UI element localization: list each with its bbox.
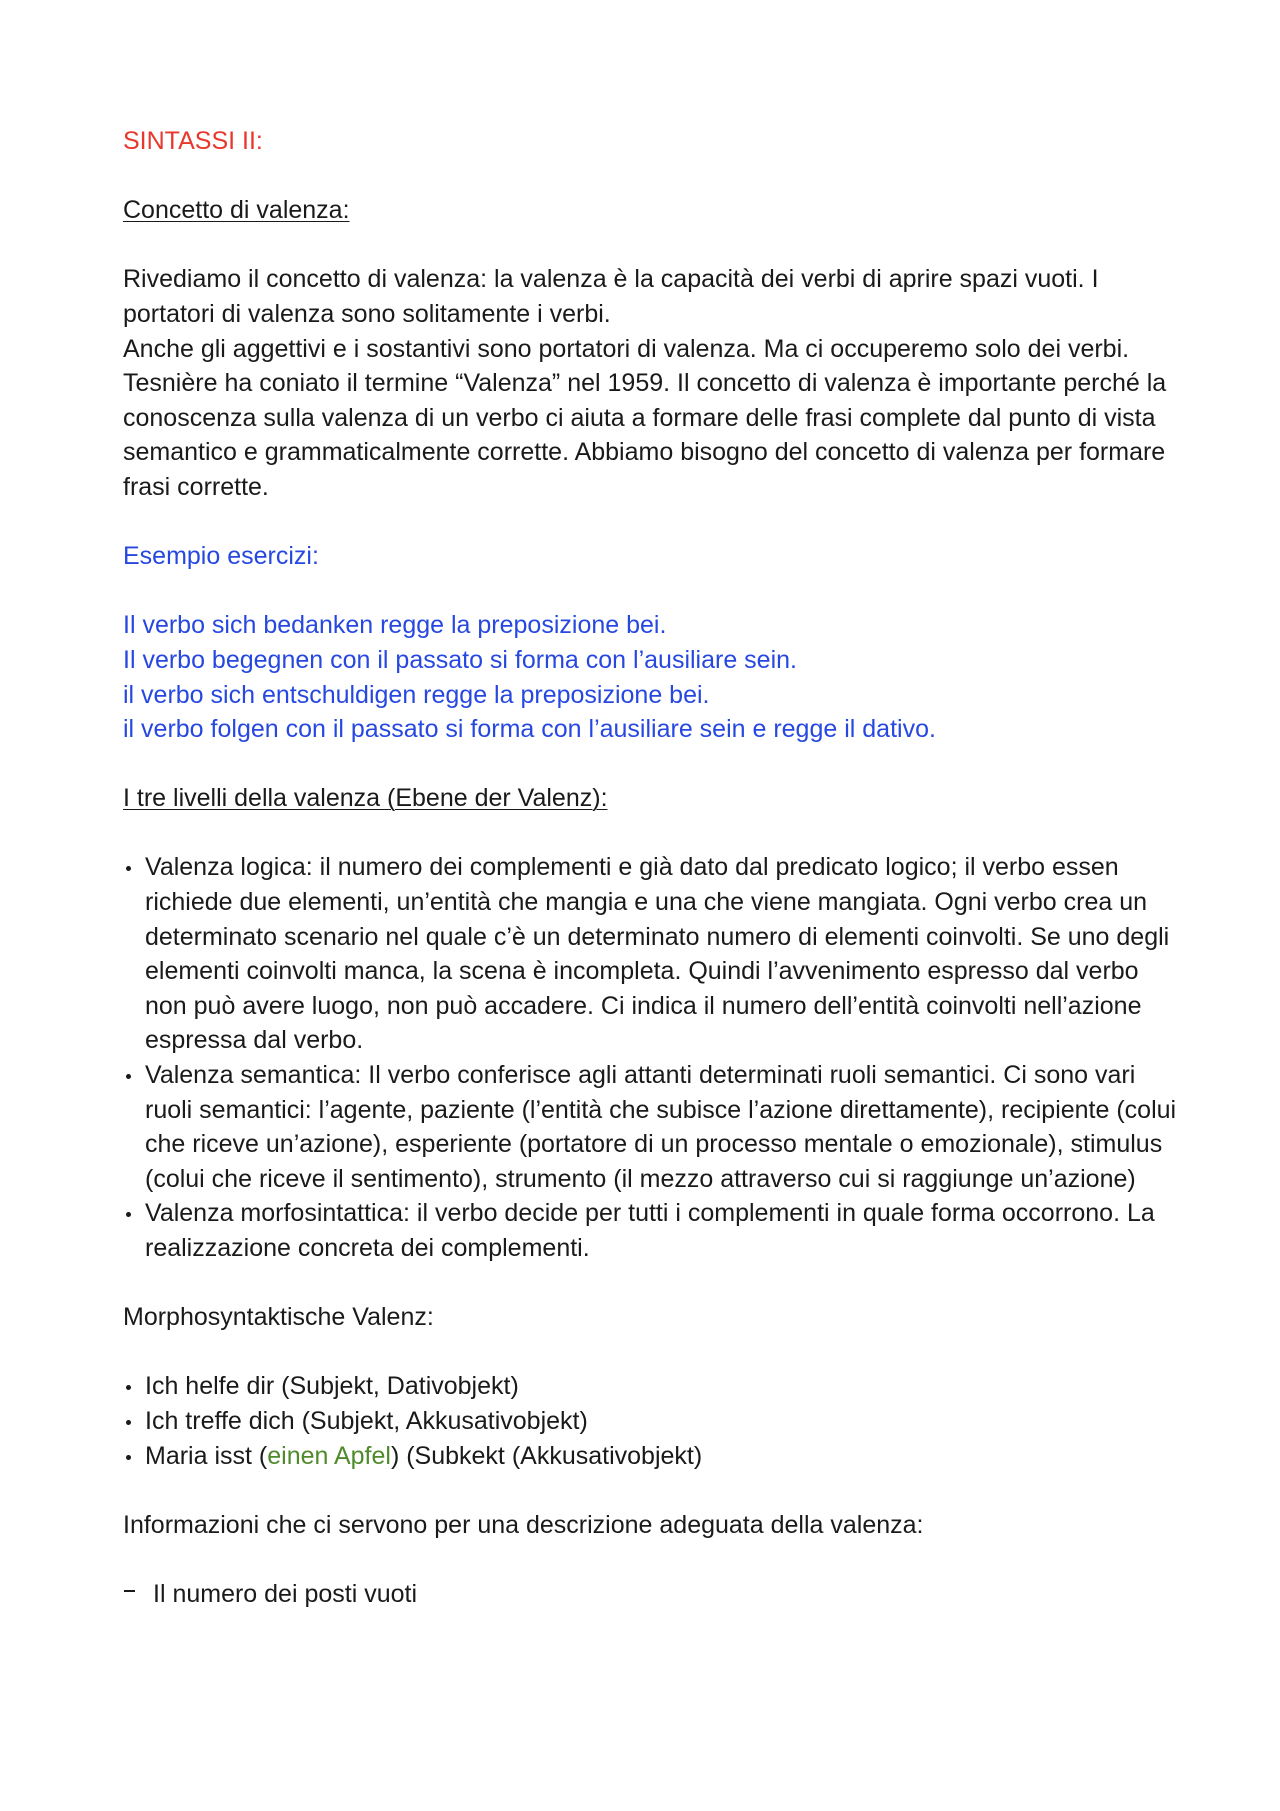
example-line: il verbo sich entschuldigen regge la preposizione bei. (123, 680, 710, 709)
list-item (123, 1404, 1183, 1439)
list-item-text-post: ) (Subkekt (Akkusativobjekt) (390, 1441, 703, 1470)
spacer (123, 1542, 1183, 1577)
spacer (123, 1266, 1183, 1301)
list-item (123, 1058, 1183, 1196)
highlighted-object: einen Apfel (267, 1441, 391, 1470)
section-heading-morpho: Morphosyntaktische Valenz: (123, 1303, 434, 1332)
examples-heading: Esempio esercizi: (123, 542, 319, 571)
section-heading-info: Informazioni che ci servono per una descrizione adeguata della valenza: (123, 1510, 924, 1539)
paragraph: Tesnière ha coniato il termine “Valenza” nel 1959. Il concetto di valenza è importante perché la conoscenza sulla valenza di un verbo ci aiuta a formare delle frasi complete dal punto di vista semantico e grammaticalmente corrette. Abbiamo bisogno del concetto di valenza per formare frasi corrette. (123, 369, 1167, 501)
section-heading-valenza: Concetto di valenza: (123, 196, 350, 225)
spacer (123, 747, 1183, 782)
list-item (123, 1439, 1183, 1474)
spacer (123, 1473, 1183, 1508)
example-line: il verbo folgen con il passato si forma con l’ausiliare sein e regge il dativo. (123, 715, 936, 744)
example-line: Il verbo sich bedanken regge la preposizione bei. (123, 611, 667, 640)
document-page (123, 124, 1183, 1612)
list-item-text: Valenza semantica: Il verbo conferisce agli attanti determinati ruoli semantici. Ci sono vari ruoli semantici: l’agente, paziente (l’entità che subisce l’azione direttamente), recipiente (colui che riceve un’azione), esperiente (portatore di un processo mentale o emozionale), stimulus (colui che riceve il sentimento), strumento (il mezzo attraverso cui si raggiunge un’azione) (145, 1061, 1177, 1193)
list-item-text: Il numero dei posti vuoti (153, 1579, 418, 1608)
document-title: SINTASSI II: (123, 127, 263, 155)
spacer (123, 1335, 1183, 1370)
list-item-text: Ich helfe dir (Subjekt, Dativobjekt) (145, 1372, 519, 1401)
spacer (123, 159, 1183, 194)
morpho-list (123, 1369, 1183, 1473)
list-item (123, 850, 1183, 1058)
section-heading-levels: I tre livelli della valenza (Ebene der Valenz): (123, 784, 608, 813)
paragraph: Rivediamo il concetto di valenza: la valenza è la capacità dei verbi di aprire spazi vuoti. I portatori di valenza sono solitamente i verbi. (123, 265, 1099, 328)
list-item (123, 1369, 1183, 1404)
info-list (123, 1577, 1183, 1612)
spacer (123, 505, 1183, 540)
spacer (123, 816, 1183, 851)
list-item (123, 1196, 1183, 1265)
example-line: Il verbo begegnen con il passato si forma con l’ausiliare sein. (123, 645, 797, 674)
list-item (123, 1577, 1183, 1612)
list-item-text: Ich treffe dich (Subjekt, Akkusativobjekt) (145, 1406, 588, 1435)
levels-list (123, 850, 1183, 1265)
list-item-text: Valenza morfosintattica: il verbo decide per tutti i complementi in quale forma occorrono. La realizzazione concreta dei complementi. (145, 1199, 1155, 1262)
spacer (123, 574, 1183, 609)
list-item-text-pre: Maria isst ( (145, 1441, 268, 1470)
paragraph: Anche gli aggettivi e i sostantivi sono portatori di valenza. Ma ci occuperemo solo dei verbi. (123, 334, 1130, 363)
spacer (123, 228, 1183, 263)
list-item-text: Valenza logica: il numero dei complementi e già dato dal predicato logico; il verbo essen richiede due elementi, un’entità che mangia e una che viene mangiata. Ogni verbo crea un determinato scenario nel quale c’è un determinato numero di elementi coinvolti. Se uno degli elementi coinvolti manca, la scena è incompleta. Quindi l’avvenimento espresso dal verbo non può avere luogo, non può accadere. Ci indica il numero dell’entità coinvolti nell’azione espressa dal verbo. (145, 853, 1170, 1055)
